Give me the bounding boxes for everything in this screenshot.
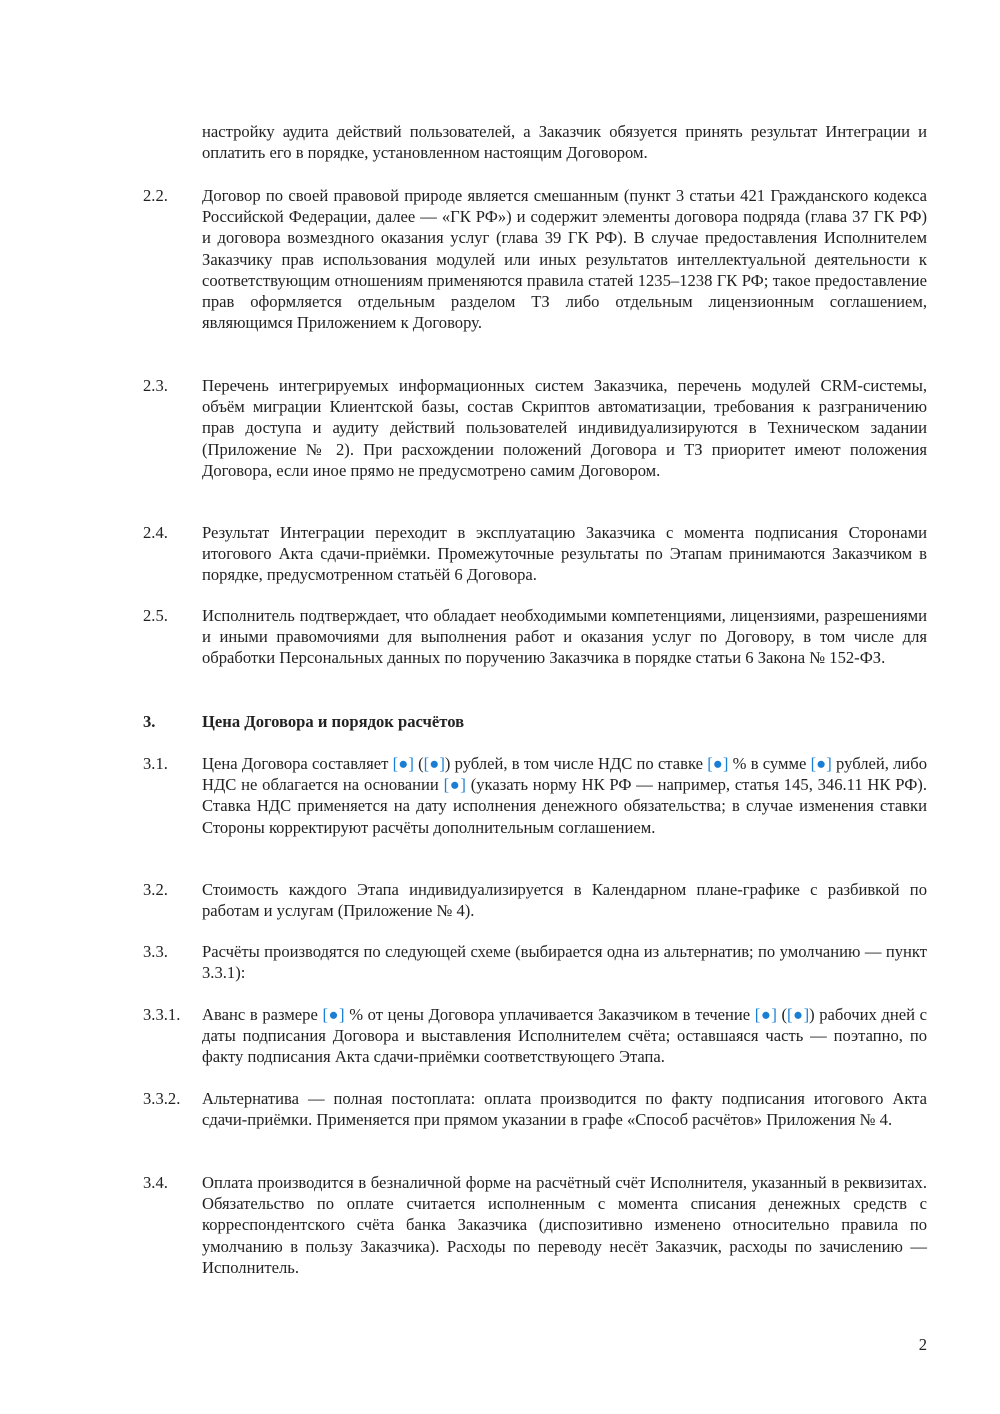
clause-number: 2.4. — [143, 523, 168, 542]
clause-text: Расчёты производятся по следующей схеме (выбирается одна из альтернатив; по умолчанию — пункт 3.3.1): — [202, 942, 927, 983]
clause-2-4 — [143, 522, 927, 586]
clause-3-2 — [143, 879, 927, 921]
clause-text: Договор по своей правовой природе является смешанным (пункт 3 статьи 421 Гражданского кодекса Российской Федерации, далее — «ГК РФ») и содержит элементы договора подряда (глава 37 ГК РФ) и договора возмездного оказания услуг (глава 39 ГК РФ). В случае предоставления Исполнителем Заказчику прав использования модулей или иных результатов интеллектуальной деятельности к соответствующим отношениям применяются правила статей 1235–1238 ГК РФ; такое предоставление прав оформляется отдельным разделом ТЗ либо отдельным лицензионным соглашением, являющимся Приложением к Договору. — [202, 186, 927, 333]
clause-3-4 — [143, 1172, 927, 1278]
placeholder-amount-words[interactable]: [●] — [423, 754, 445, 773]
clause-number: 3.3.2. — [143, 1089, 181, 1108]
clause-number: 3.4. — [143, 1173, 168, 1192]
placeholder-amount[interactable]: [●] — [392, 754, 414, 773]
continued-paragraph: настройку аудита действий пользователей, а Заказчик обязуется принять результат Интеграции и оплатить его в порядке, установленном настоящим Договором. — [202, 122, 927, 163]
placeholder-vat-basis[interactable]: [●] — [443, 775, 466, 795]
placeholder-days-words[interactable]: [●] — [787, 1005, 810, 1024]
placeholder-vat-sum[interactable]: [●] — [810, 754, 832, 773]
section-title: Цена Договора и порядок расчётов — [202, 712, 465, 731]
clause-text: Результат Интеграции переходит в эксплуатацию Заказчика с момента подписания Сторонами итогового Акта сдачи-приёмки. Промежуточные результаты по Этапам принимаются Заказчиком в порядке, предусмотренном статьёй 6 Договора. — [202, 523, 927, 585]
clause-text: Аванс в размере [●] % от цены Договора уплачивается Заказчиком в течение [●] ([●]) рабочих дней с даты подписания Договора и выставления Исполнителем счёта; оставшаяся часть — поэтапно, по факту подписания Акта сдачи-приёмки соответствующего Этапа. — [202, 1005, 927, 1067]
section-number: 3. — [143, 712, 156, 731]
clause-3-3-1 — [143, 1004, 927, 1068]
clause-text: Стоимость каждого Этапа индивидуализируется в Календарном плане-графике с разбивкой по работам и услугам (Приложение № 4). — [202, 880, 927, 921]
placeholder-vat-rate[interactable]: [●] — [707, 754, 729, 773]
clause-number: 2.3. — [143, 376, 168, 395]
section-heading-3 — [143, 711, 927, 732]
clause-number: 3.3.1. — [143, 1005, 181, 1024]
clause-2-2 — [143, 185, 927, 333]
clause-text: Альтернатива — полная постоплата: оплата производится по факту подписания итогового Акта сдачи-приёмки. Применяется при прямом указании в графе «Способ расчётов» Приложения № 4. — [202, 1089, 927, 1130]
clause-text: Перечень интегрируемых информационных систем Заказчика, перечень модулей CRM-системы, объём миграции Клиентской базы, состав Скриптов автоматизации, требования к разграничению прав доступа и аудиту действий пользователей индивидуализируются в Техническом задании (Приложение № 2). При расхождении положений Договора и ТЗ приоритет имеют положения Договора, если иное прямо не предусмотрено самим Договором. — [202, 376, 927, 480]
clause-2-3 — [143, 375, 927, 481]
clause-number: 3.2. — [143, 880, 168, 899]
placeholder-advance-percent[interactable]: [●] — [322, 1005, 345, 1024]
clause-number: 2.5. — [143, 606, 168, 625]
page-number: 2 — [918, 1335, 927, 1354]
clause-text: Исполнитель подтверждает, что обладает необходимыми компетенциями, лицензиями, разрешениями и иными правомочиями для выполнения работ и оказания услуг по Договору, в том числе для обработки Персональных данных по поручению Заказчика в порядке статьи 6 Закона № 152-ФЗ. — [202, 606, 927, 668]
clause-number: 3.3. — [143, 942, 168, 961]
clause-number: 2.2. — [143, 186, 168, 205]
clause-text: Оплата производится в безналичной форме на расчётный счёт Исполнителя, указанный в реквизитах. Обязательство по оплате считается исполненным с момента списания денежных средств с корреспондентского счёта банка Заказчика (диспозитивно изменено относительно правила по умолчанию в пользу Заказчика). Расходы по переводу несёт Заказчик, расходы по зачислению — Исполнитель. — [202, 1173, 927, 1277]
clause-3-3-2 — [143, 1088, 927, 1130]
clause-3-3 — [143, 941, 927, 983]
clause-2-5 — [143, 605, 927, 669]
clause-3-1 — [143, 753, 927, 838]
clause-number: 3.1. — [143, 754, 168, 773]
placeholder-days[interactable]: [●] — [754, 1005, 777, 1024]
clause-text: Цена Договора составляет [●] ([●]) рублей, в том числе НДС по ставке [●] % в сумме [●] рублей, либо НДС не облагается на основании [●] (указать норму НК РФ — например, статья 145, 346.11 НК РФ). Ставка НДС применяется на дату исполнения денежного обязательства; в случае изменения ставки Стороны корректируют расчёты дополнительным соглашением. — [202, 754, 928, 837]
